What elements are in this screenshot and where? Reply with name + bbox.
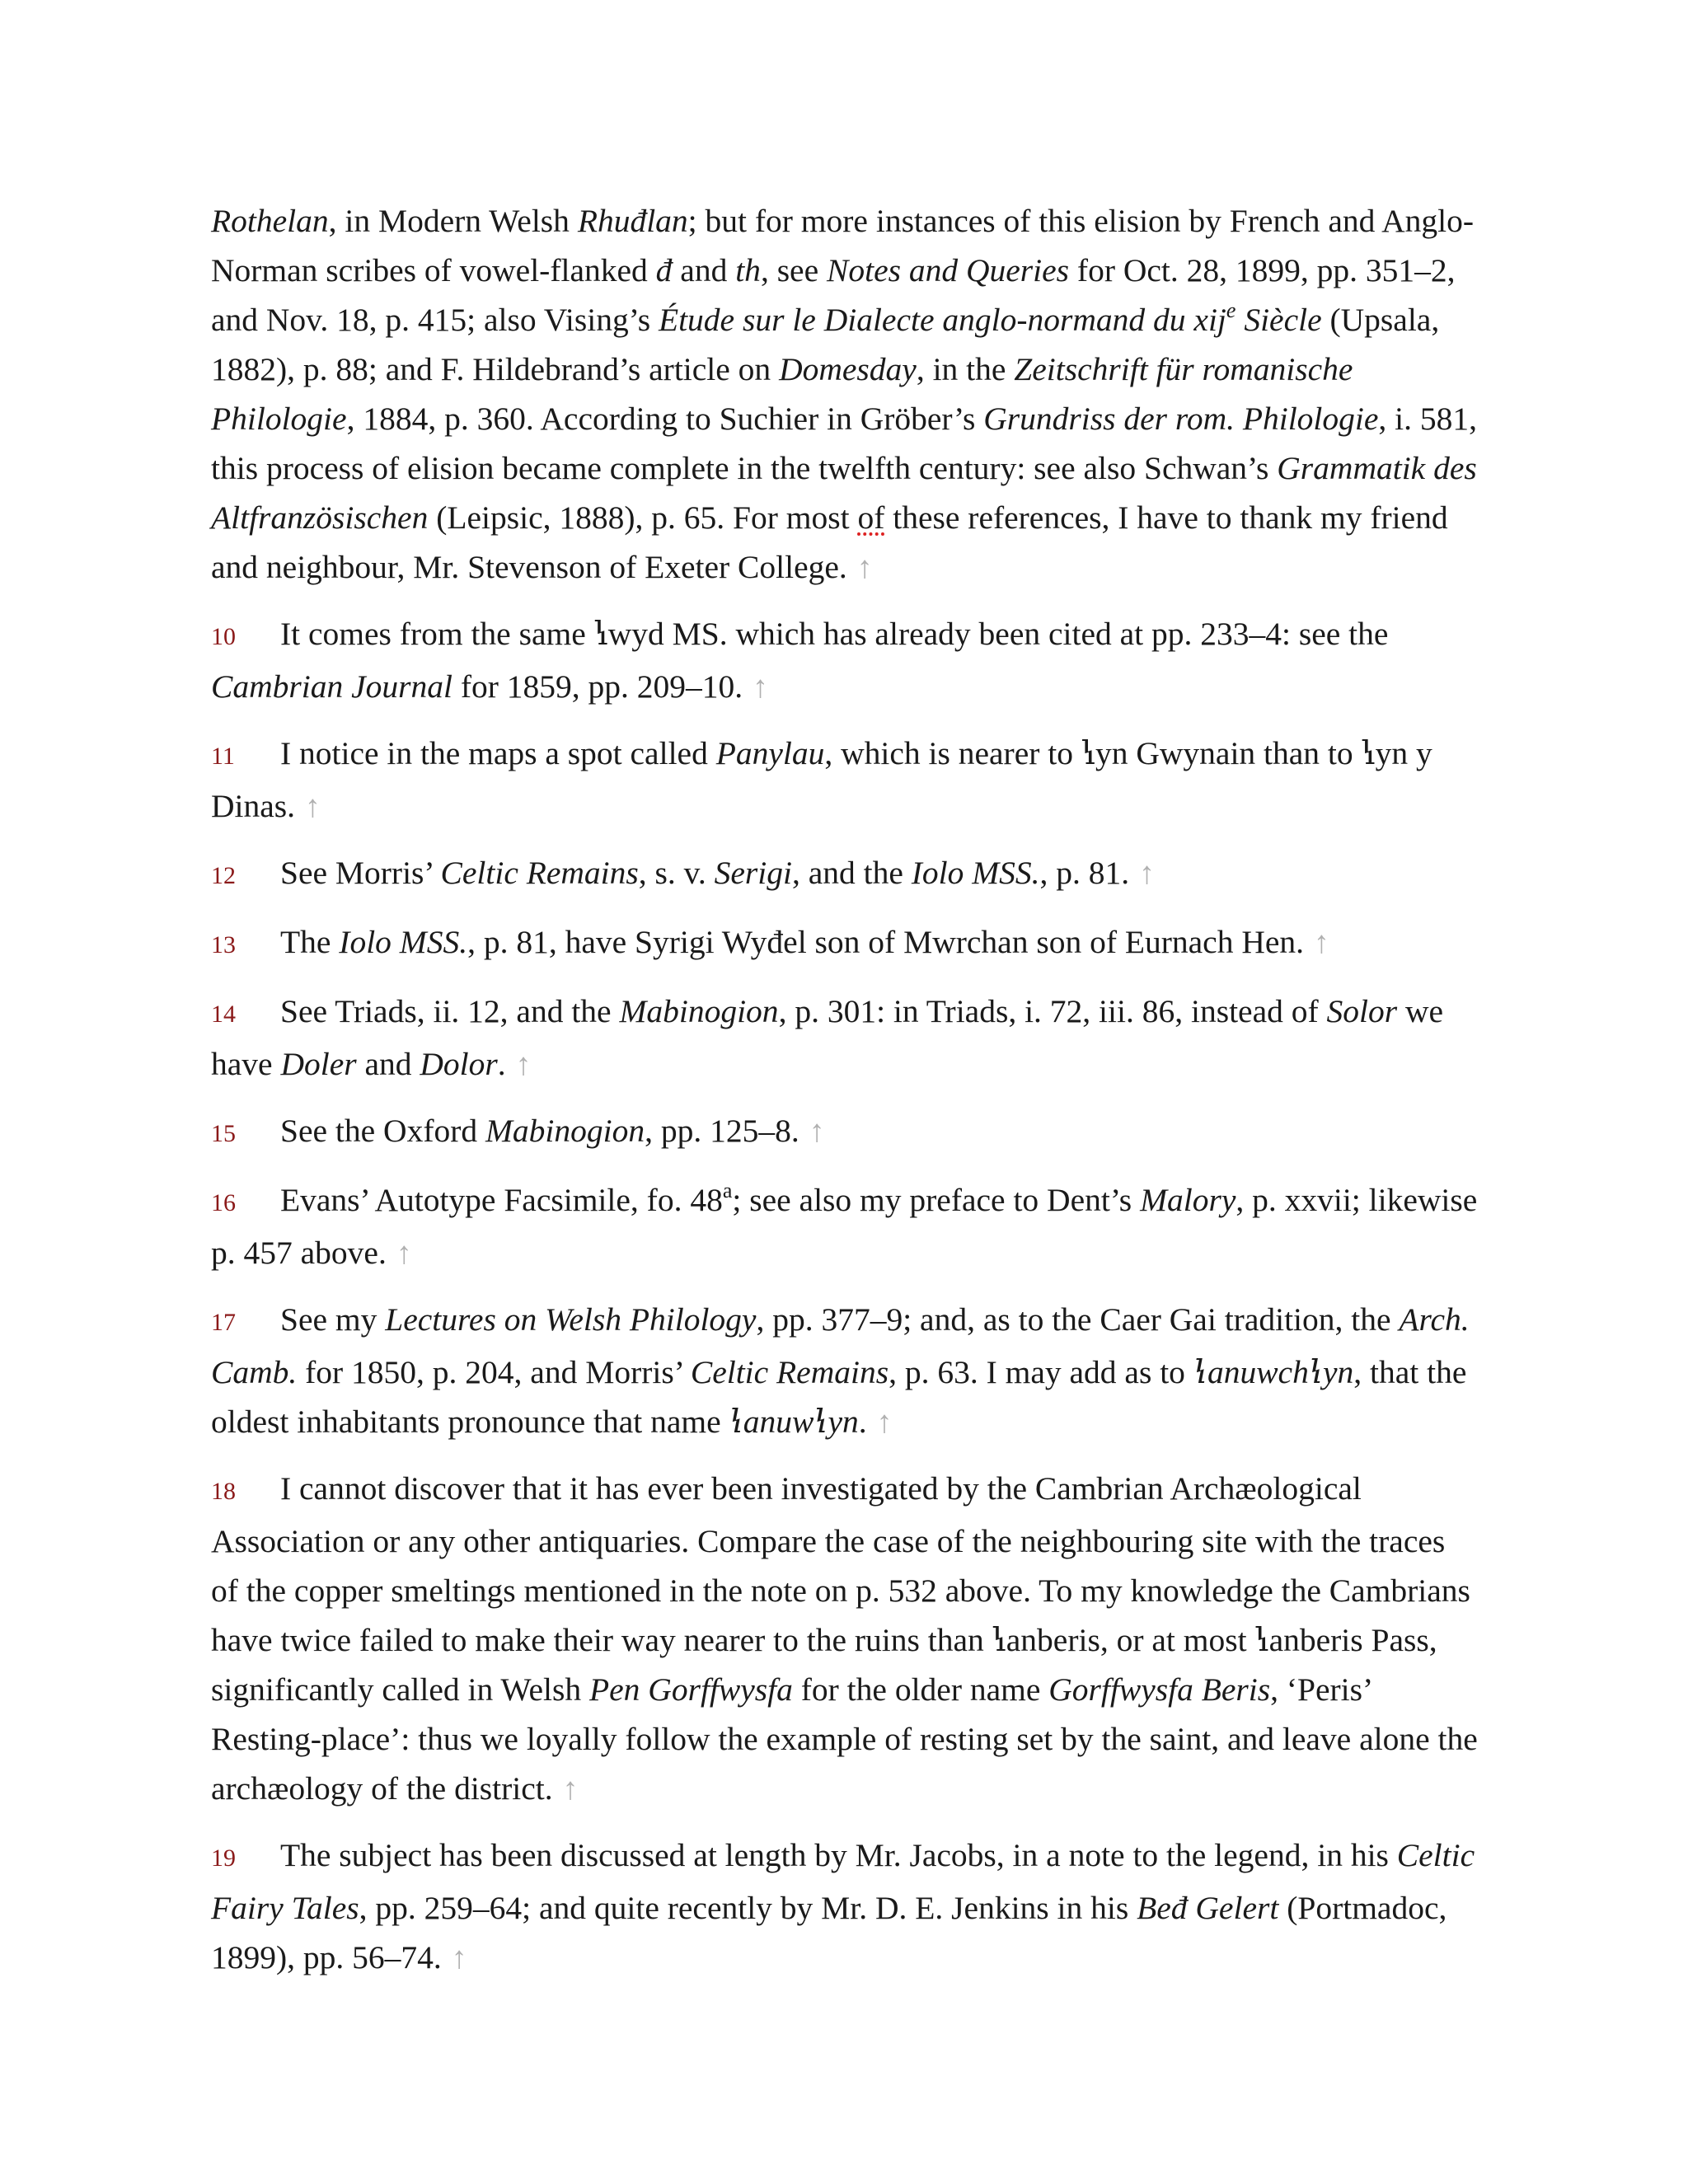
footnote-text: Panylau [715,735,825,771]
footnote-number[interactable]: 16 [211,1189,236,1216]
footnote-text: for 1859, pp. 209–10. [452,668,743,705]
footnote-text: I notice in the maps a spot called [280,735,716,771]
footnote-9-continued [211,196,1480,593]
footnote-text: we have [211,993,1444,1082]
footnote-text: The subject has been discussed at length by Mr. Jacobs, in a note to the legend, in his [280,1837,1397,1873]
footnote-text: for the older name [792,1671,1049,1708]
footnote-text: đ [655,252,673,288]
footnote-text: , p. 81, have Syrigi Wyđel son of Mwrchan son of Eurnach Hen. [467,924,1305,960]
footnote-text: It comes from the same ꝇwyd MS. which has already been cited at pp. 233–4: see the [280,616,1389,652]
footnote-number[interactable]: 13 [211,931,236,958]
footnote-text: Iolo MSS. [911,855,1040,891]
footnote-text: Pen Gorffwysfa [589,1671,793,1708]
footnote-text: , in Modern Welsh [328,203,578,239]
footnote-number[interactable]: 15 [211,1120,236,1147]
footnote-text: Serigi [714,855,792,891]
footnote-text: , pp. 259–64; and quite recently by Mr. D. E. Jenkins in his [359,1890,1137,1926]
footnote-text: Rhuđlan [577,203,688,239]
footnote-text: . [858,1404,867,1440]
spellcheck-flagged-word[interactable]: of [857,499,885,536]
footnote-text: th [735,252,761,288]
back-to-reference-link[interactable]: ↑ [396,1236,412,1271]
superscript: e [1226,298,1236,322]
footnote-text: and [356,1046,420,1082]
footnote-text: Mabinogion [619,993,779,1029]
footnote-text: Grundriss der rom. Philologie [983,401,1379,437]
footnote-text: Celtic Remains [440,855,639,891]
footnote-text: (Leipsic, 1888), p. 65. For most [428,499,858,536]
footnote-text: Beđ Gelert [1137,1890,1279,1926]
back-to-reference-link[interactable]: ↑ [451,1941,467,1975]
footnote-text: Rothelan [211,203,329,239]
footnote-text: (Upsala, 1882), p. 88; and F. Hildebrand’s article on [211,302,1440,387]
footnote-text: for 1850, p. 204, and Morris’ [297,1354,691,1390]
footnote-text: . [497,1046,506,1082]
footnote-number[interactable]: 12 [211,862,236,889]
back-to-reference-link[interactable]: ↑ [1139,856,1156,891]
footnote-number[interactable]: 11 [211,743,235,770]
footnote-text: these references, I have to thank my friend and neighbour, Mr. Stevenson of Exeter College. [211,499,1448,585]
footnote-17 [211,1295,1480,1447]
footnote-text: The [280,924,340,960]
footnote-text: I cannot discover that it has ever been investigated by the Cambrian Archæological Association or any other antiquaries. Compare the case of the neighbouring site with the traces of the copper smeltings mentioned in the note on p. 532 above. To my knowledge the Cambrians have twice failed to make their way nearer to the ruins than ꝇanberis, or at most ꝇanberis Pass, significantly called in Welsh [211,1470,1470,1708]
footnote-text: , p. 301: in Triads, i. 72, iii. 86, instead of [778,993,1327,1029]
back-to-reference-link[interactable]: ↑ [562,1772,579,1807]
footnote-15 [211,1106,1480,1159]
footnote-16 [211,1175,1480,1278]
footnote-text: Malory [1140,1182,1236,1218]
footnote-text: Arch. Camb. [211,1301,1470,1390]
footnote-text: , that the oldest inhabitants pronounce that name [211,1354,1467,1440]
footnote-14 [211,987,1480,1090]
footnote-text: Doler [280,1046,357,1082]
footnote-text: Dolor [420,1046,498,1082]
footnote-text: Grammatik des Altfranzösischen [211,450,1477,536]
footnote-text: Evans’ Autotype Facsimile, fo. 48 [280,1182,723,1218]
footnote-number[interactable]: 10 [211,623,236,650]
footnote-text: , pp. 377–9; and, as to the Caer Gai tradition, the [756,1301,1400,1338]
footnote-text: Cambrian Journal [211,668,452,705]
footnote-13 [211,917,1480,970]
footnote-text: ; but for more instances of this elision by French and Anglo-Norman scribes of vowel-flanked [211,203,1474,288]
footnote-text: , which is nearer to ꝇyn Gwynain than to ꝇyn y Dinas. [211,735,1432,824]
footnote-text: , pp. 125–8. [645,1113,799,1149]
footnote-text: , and the [791,855,912,891]
footnote-10 [211,609,1480,712]
footnote-text: Zeitschrift für romanische Philologie [211,351,1353,437]
footnote-text: , p. 81. [1039,855,1130,891]
footnote-text: Iolo MSS. [339,924,468,960]
footnote-text: See my [280,1301,386,1338]
footnote-text: for Oct. 28, 1899, pp. 351–2, and Nov. 18, p. 415; also Vising’s [211,252,1456,338]
back-to-reference-link[interactable]: ↑ [305,790,321,824]
footnote-text: Solor [1326,993,1398,1029]
footnote-text: Étude sur le Dialecte anglo-normand du xij [658,302,1226,338]
back-to-reference-link[interactable]: ↑ [515,1047,532,1082]
back-to-reference-link[interactable]: ↑ [809,1114,825,1149]
footnote-text: , s. v. [638,855,715,891]
back-to-reference-link[interactable]: ↑ [1314,926,1330,960]
footnote-text: Gorffwysfa Beris [1048,1671,1271,1708]
footnote-text: , p. 63. I may add as to [889,1354,1193,1390]
footnote-text: Domesday [779,351,917,387]
footnote-text: See Triads, ii. 12, and the [280,993,620,1029]
footnote-text: , ‘Peris’ Resting-place’: thus we loyally follow the example of resting set by the saint, and leave alone the archæology of the district. [211,1671,1478,1807]
footnote-text: Siècle [1236,302,1322,338]
footnote-text: (Portmadoc, 1899), pp. 56–74. [211,1890,1447,1975]
footnote-text: and [672,252,736,288]
footnote-number[interactable]: 17 [211,1309,236,1336]
footnote-text: See Morris’ [280,855,441,891]
back-to-reference-link[interactable]: ↑ [856,551,873,585]
footnote-18 [211,1464,1480,1814]
footnote-text: Notes and Queries [827,252,1070,288]
footnote-text: , i. 581, this process of elision became complete in the twelfth century: see also Schwan’s [211,401,1478,486]
footnote-text: ꝇanuwchꝇyn [1193,1354,1354,1390]
footnotes-page [211,196,1480,1999]
footnote-12 [211,848,1480,901]
footnote-19 [211,1830,1480,1983]
footnote-11 [211,729,1480,832]
back-to-reference-link[interactable]: ↑ [753,670,769,705]
footnote-text: ; see also my preface to Dent’s [732,1182,1141,1218]
footnote-text: Mabinogion [485,1113,645,1149]
footnote-text: , see [760,252,827,288]
superscript: a [722,1179,733,1202]
footnote-text: Celtic Fairy Tales [211,1837,1475,1926]
footnote-text: , in the [916,351,1015,387]
footnote-text: , p. xxvii; likewise p. 457 above. [211,1182,1478,1271]
footnote-text: See the Oxford [280,1113,485,1149]
footnote-number[interactable]: 14 [211,1001,236,1028]
footnote-text: Celtic Remains [690,1354,889,1390]
footnote-number[interactable]: 18 [211,1478,236,1505]
footnote-text: Lectures on Welsh Philology [385,1301,757,1338]
back-to-reference-link[interactable]: ↑ [876,1405,893,1440]
footnote-number[interactable]: 19 [211,1844,236,1872]
footnote-text: , 1884, p. 360. According to Suchier in Gröber’s [346,401,984,437]
footnote-text: ꝇanuwꝇyn [729,1404,859,1440]
